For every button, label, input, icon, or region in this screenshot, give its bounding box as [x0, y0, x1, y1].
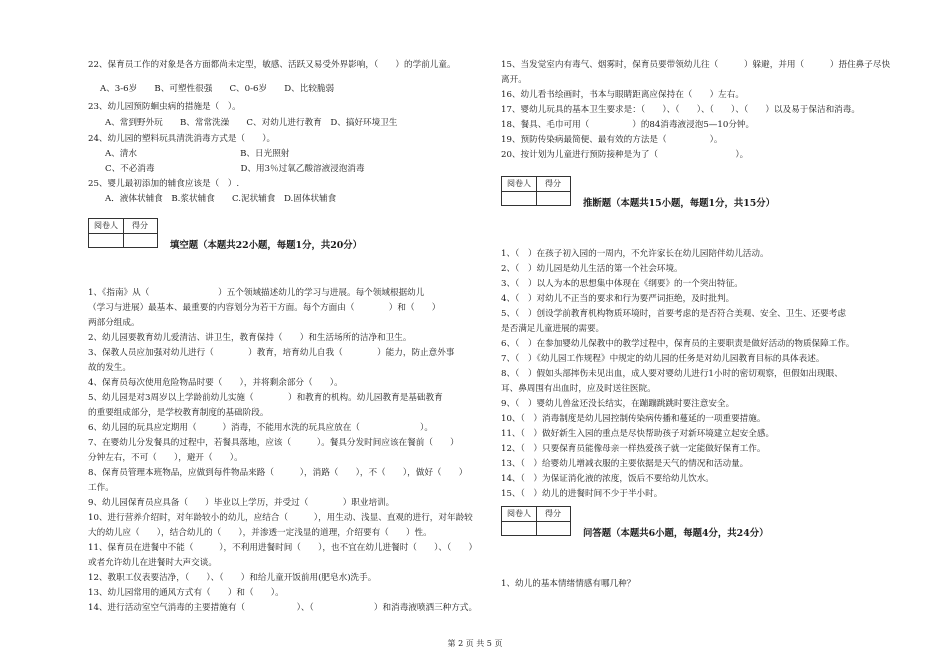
score-box-tf [501, 176, 571, 206]
score-box-fill [88, 218, 158, 248]
tf-15: 15、（ ）幼儿的进餐时间不少于半小时。 [501, 489, 663, 499]
tf-6: 6、（ ）在参加婴幼儿保教中的教学过程中，保育员的主要职责是做好活动的物质保障工作。 [501, 339, 855, 349]
options-24-ab: A、清水 B、日光照射 [105, 149, 290, 159]
options-25: A．液体状辅食 B.浆状辅食 C.泥状辅食 D.固体状辅食 [105, 194, 337, 204]
tf-8-line1: 8、（ ）假如头部摔伤未见出血，成人要对婴幼儿进行1小时的密切观察，但假如出现眼、 [501, 369, 843, 379]
fill-10-line2: 大的幼儿应（ ），结合幼儿的（ ），并渗透一定浅显的道理，介绍要有（ ）性。 [88, 528, 432, 538]
fill-2: 2、幼儿园要教育幼儿爱清洁、讲卫生，教育保持（ ）和生活场所的洁净和卫生。 [88, 333, 412, 343]
section-title-fill: 填空题（本题共22小题，每题1分，共20分） [170, 240, 362, 251]
options-24-cd: C、不必消毒 D、用3％过氧乙酸溶液浸泡消毒 [105, 164, 365, 174]
fill-9: 9、幼儿园保育员应具备（ ）毕业以上学历，并受过（ ）职业培训。 [88, 498, 395, 508]
tf-5-line1: 5、（ ）创设学前教育机构物质环境时，首要考虑的是否符合美观、安全、卫生、还要考虑 [501, 309, 846, 319]
fill-8-line2: 工作。 [88, 483, 114, 493]
tf-8-line2: 耳、鼻周围有出血时，应及时送往医院。 [501, 384, 656, 394]
fill-11-line2: 或者允许幼儿在进餐时大声交谈。 [88, 558, 217, 568]
options-22: A、3-6岁 B、可塑性很强 C、0-6岁 D、比较脆弱 [100, 84, 335, 94]
fill-20: 20、按计划为儿童进行预防接种是为了（ ）。 [501, 150, 749, 160]
reviewer-label: 阅卷人 [94, 221, 118, 230]
fill-13: 13、幼儿园常用的通风方式有（ ）和（ ）。 [88, 588, 284, 598]
tf-12: 12、（ ）只要保育员能像母亲一样热爱孩子就一定能做好保育工作。 [501, 444, 766, 454]
fill-1-line3: 两部分组成。 [88, 318, 140, 328]
fill-18: 18、餐具、毛巾可用（ ）的84消毒液浸泡5—10分钟。 [501, 120, 755, 130]
question-23: 23、幼儿园预防蛔虫病的措施是（ ）。 [88, 102, 241, 112]
fill-8-line1: 8、保育员管理本班物品，应做到每件物品来路（ ），消路（ ），不（ ），做好（ ） [88, 468, 468, 478]
tf-9: 9、（ ）婴幼儿兽盆还没长结实，在蹦蹦跳跳时要注意安全。 [501, 399, 735, 409]
tf-4: 4、（ ）对幼儿不正当的要求和行为要严词拒绝，及时批判。 [501, 294, 735, 304]
page-footer: 第 2 页 共 5 页 [447, 639, 503, 648]
score-label: 得分 [545, 509, 561, 518]
tf-13: 13、（ ）给婴幼儿增减衣服的主要依据是天气的情况和活动量。 [501, 459, 749, 469]
reviewer-label: 阅卷人 [507, 179, 531, 188]
score-label: 得分 [132, 221, 148, 230]
question-22: 22、保育员工作的对象是各方面都尚未定型，敏感、活跃又易受外界影响，（ ）的学前儿童。 [88, 60, 456, 70]
tf-1: 1、（ ）在孩子初入园的一周内，不允许家长在幼儿园陪伴幼儿活动。 [501, 249, 769, 259]
fill-3-line1: 3、保教人员应加强对幼儿进行（ ）教育，培育幼儿自我（ ）能力，防止意外事 [88, 348, 455, 358]
fill-10-line1: 10、进行营养介绍时，对年龄较小的幼儿，应结合（ ），用生动、浅显、直观的进行，对年龄较 [88, 513, 473, 523]
tf-5-line2: 是否满足儿童进展的需要。 [501, 324, 605, 334]
tf-2: 2、（ ）幼儿园是幼儿生活的第一个社会环境。 [501, 264, 683, 274]
fill-15-line2: 离开。 [501, 75, 527, 85]
fill-14: 14、进行活动室空气消毒的主要措施有（ ）、（ ）和消毒液喷洒三种方式。 [88, 603, 478, 613]
fill-4: 4、保育员每次使用危险物品时要（ ），并将剩余部分（ ）。 [88, 378, 343, 388]
fill-3-line2: 故的发生。 [88, 363, 131, 373]
score-box-qa [501, 506, 571, 536]
fill-1-line2: （学习与进展）最基本、最重要的内容划分为若干方面。每个方面由（ ）和（ ） [88, 303, 441, 313]
reviewer-label: 阅卷人 [507, 509, 531, 518]
section-title-tf: 推断题（本题共15小题，每题1分，共15分） [583, 198, 775, 209]
tf-7: 7、（ ）《幼儿园工作规程》中规定的幼儿园的任务是对幼儿园教育目标的具体表述。 [501, 354, 825, 364]
fill-1-line1: 1、《指南》从（ ）五个领域描述幼儿的学习与进展。每个领域根据幼儿 [88, 288, 425, 298]
question-25: 25、婴儿最初添加的辅食应该是（ ）. [88, 179, 240, 189]
tf-10: 10、（ ）消毒制度是幼儿园控制传染病传播和蔓延的一项重要措施。 [501, 414, 766, 424]
fill-5-line1: 5、幼儿园是对3周岁以上学龄前幼儿实施（ ）和教育的机构。幼儿园教育是基础教育 [88, 393, 443, 403]
fill-5-line2: 的重要组成部分，是学校教育制度的基础阶段。 [88, 408, 269, 418]
fill-7-line2: 分钟左右，不可（ ），避开（ ）。 [88, 453, 243, 463]
question-24: 24、幼儿园的塑料玩具清洗消毒方式是（ ）。 [88, 134, 276, 144]
qa-1: 1、幼儿的基本情绪情感有哪几种？ [501, 579, 636, 589]
options-23: A、常到野外玩 B、常常洗澡 C、对幼儿进行教育 D、搞好环境卫生 [105, 118, 398, 128]
fill-11-line1: 11、保育员在进餐中不能（ ），不利用进餐时间（ ），也不宜在幼儿进餐时（ ）、（ ） [88, 543, 478, 553]
tf-14: 14、（ ）为保证消化液的浓度，饭后不要给幼儿饮水。 [501, 474, 714, 484]
tf-3: 3、（ ）以人为本的思想集中体现在《纲要》的一个突出特征。 [501, 279, 743, 289]
tf-11: 11、（ ）做好新生入园的重点是尽快帮助孩子对新环境建立起安全感。 [501, 429, 775, 439]
fill-16: 16、幼儿看书绘画时，书本与眼睛距离应保持在（ ）左右。 [501, 90, 744, 100]
fill-12: 12、教职工仪表要洁净，（ ）、（ ）和给儿童开饭前用(肥皂水)洗手。 [88, 573, 377, 583]
fill-7-line1: 7、在婴幼儿分发餐具的过程中，若餐具落地，应该（ ）。餐具分发时间应该在餐前（ ） [88, 438, 459, 448]
fill-15-line1: 15、当发觉室内有毒气、烟雾时，保育员要带领幼儿往（ ）躲避，并用（ ）捂住鼻子尽快 [501, 60, 891, 70]
fill-17: 17、婴幼儿玩具的基本卫生要求是：（ ）、（ ）、（ ）、（ ）以及易于保洁和消毒。 [501, 105, 860, 115]
section-title-qa: 问答题（本题共6小题，每题4分，共24分） [583, 528, 769, 539]
score-label: 得分 [545, 179, 561, 188]
fill-19: 19、预防传染病最简便、最有效的方法是（ ）。 [501, 135, 723, 145]
fill-6: 6、幼儿园的玩具应定期用（ ）消毒，不能用水洗的玩具应放在（ ）。 [88, 423, 433, 433]
